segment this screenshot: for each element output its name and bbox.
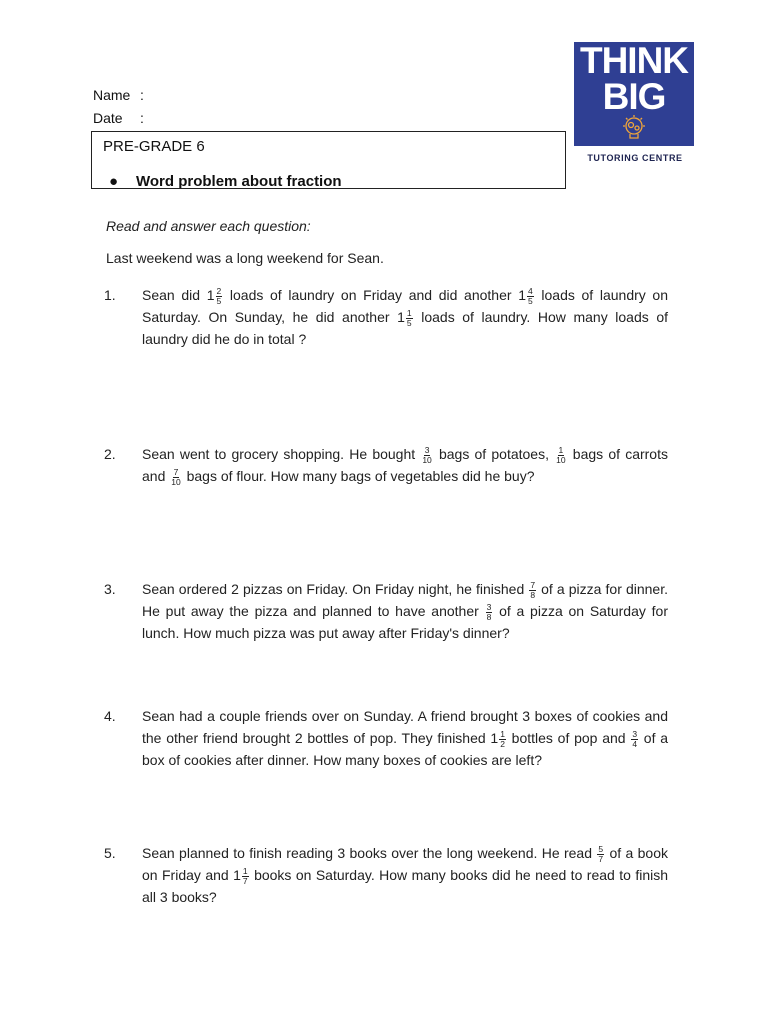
- question-number: 1.: [104, 287, 116, 303]
- fraction-numerator: 2: [216, 285, 222, 296]
- fraction-denominator: 2: [500, 738, 505, 749]
- date-label: Date: [93, 110, 123, 126]
- fraction-numerator: 1: [406, 307, 412, 318]
- fraction-denominator: 5: [528, 295, 533, 306]
- question-text-run: Sean had a couple friends over on Sunday. A friend brought 3 boxes of cookies and the other friend brought 2 bottles of pop. They finished: [142, 708, 668, 746]
- fraction: [597, 845, 604, 864]
- fraction: [499, 730, 506, 749]
- fraction-numerator: 3: [424, 444, 430, 455]
- fraction: [242, 867, 249, 886]
- mixed-number-whole: 1: [206, 287, 215, 303]
- fraction-numerator: 5: [598, 843, 604, 854]
- fraction-numerator: 3: [486, 601, 492, 612]
- question-number: 5.: [104, 845, 116, 861]
- instructions: Read and answer each question:: [106, 218, 311, 234]
- bullet-icon: ●: [109, 173, 119, 188]
- question-text-run: Sean did: [142, 287, 207, 303]
- topic-text: Word problem about fraction: [136, 173, 342, 188]
- question-text: [142, 284, 668, 350]
- question-text-run: bags of potatoes,: [433, 446, 555, 462]
- fraction-denominator: 10: [556, 454, 566, 465]
- fraction-numerator: 1: [242, 865, 248, 876]
- fraction-denominator: 8: [486, 611, 492, 622]
- fraction-denominator: 5: [406, 317, 412, 328]
- mixed-number-whole: 1: [490, 730, 499, 746]
- fraction-numerator: 7: [173, 466, 179, 477]
- question-text-run: Sean went to grocery shopping. He bought: [142, 446, 421, 462]
- fraction: [421, 446, 432, 465]
- mixed-number-whole: 1: [233, 867, 241, 883]
- question-text-run: of a pizza on Saturday for lunch. How much pizza was put away after Friday's dinner?: [142, 603, 668, 641]
- date-separator: :: [140, 110, 144, 126]
- mixed-number-whole: 1: [397, 309, 405, 325]
- question-number: 3.: [104, 581, 116, 597]
- think-big-logo: [574, 42, 694, 146]
- question-text: [142, 842, 668, 908]
- fraction-denominator: 7: [242, 875, 248, 886]
- mixed-number-whole: 1: [518, 287, 526, 303]
- question-text-run: books on Saturday. How many books did he need to read to finish all 3 books?: [142, 867, 669, 905]
- name-field: [93, 87, 144, 103]
- question-text-run: bags of carrots and: [142, 446, 668, 484]
- question-text-run: of a pizza for dinner. He put away the pizza and planned to have another: [142, 581, 668, 619]
- fraction-denominator: 4: [632, 738, 638, 749]
- fraction-denominator: 8: [530, 589, 536, 600]
- name-label: Name: [93, 87, 131, 103]
- lightbulb-gears-icon: [618, 114, 650, 142]
- question-text-run: loads of laundry on Saturday. On Sunday, he did another: [142, 287, 668, 325]
- question-number: 2.: [104, 446, 116, 462]
- grade-title: PRE-GRADE 6: [103, 138, 205, 155]
- fraction-numerator: 7: [530, 579, 536, 590]
- fraction-numerator: 4: [528, 285, 533, 296]
- question-text-run: of a box of cookies after dinner. How many boxes of cookies are left?: [142, 730, 668, 768]
- fraction: [529, 581, 536, 600]
- fraction: [406, 309, 413, 328]
- name-separator: :: [140, 87, 144, 103]
- logo-line1: THINK: [579, 40, 689, 81]
- question-text: [142, 443, 668, 487]
- fraction-numerator: 1: [500, 728, 505, 739]
- fraction: [170, 468, 181, 487]
- title-box: [91, 131, 566, 189]
- fraction-numerator: 3: [632, 728, 638, 739]
- question-text: [142, 578, 668, 644]
- fraction-numerator: 1: [558, 444, 564, 455]
- fraction: [216, 287, 223, 306]
- question-text-run: bags of flour. How many bags of vegetables did he buy?: [182, 468, 535, 484]
- intro-text: Last weekend was a long weekend for Sean.: [106, 250, 384, 266]
- fraction: [631, 730, 638, 749]
- fraction-denominator: 10: [422, 454, 432, 465]
- fraction-denominator: 10: [171, 476, 181, 487]
- topic-line: [109, 172, 342, 188]
- fraction: [555, 446, 566, 465]
- date-field: [93, 110, 144, 126]
- question-text-run: Sean ordered 2 pizzas on Friday. On Friday night, he finished: [142, 581, 529, 597]
- question-text-run: bottles of pop and: [506, 730, 631, 746]
- fraction-denominator: 5: [216, 295, 222, 306]
- question-text-run: loads of laundry on Friday and did another: [223, 287, 519, 303]
- fraction: [486, 603, 493, 622]
- fraction: [527, 287, 534, 306]
- logo-subtitle: TUTORING CENTRE: [587, 153, 683, 163]
- question-text-run: loads of laundry. How many loads of laundry did he do in total ?: [142, 309, 668, 347]
- question-text-run: of a book on Friday and: [142, 845, 668, 883]
- question-text-run: Sean planned to finish reading 3 books over the long weekend. He read: [142, 845, 597, 861]
- logo-line2: BIG: [602, 76, 666, 117]
- question-number: 4.: [104, 708, 116, 724]
- question-text: [142, 705, 668, 771]
- fraction-denominator: 7: [598, 853, 604, 864]
